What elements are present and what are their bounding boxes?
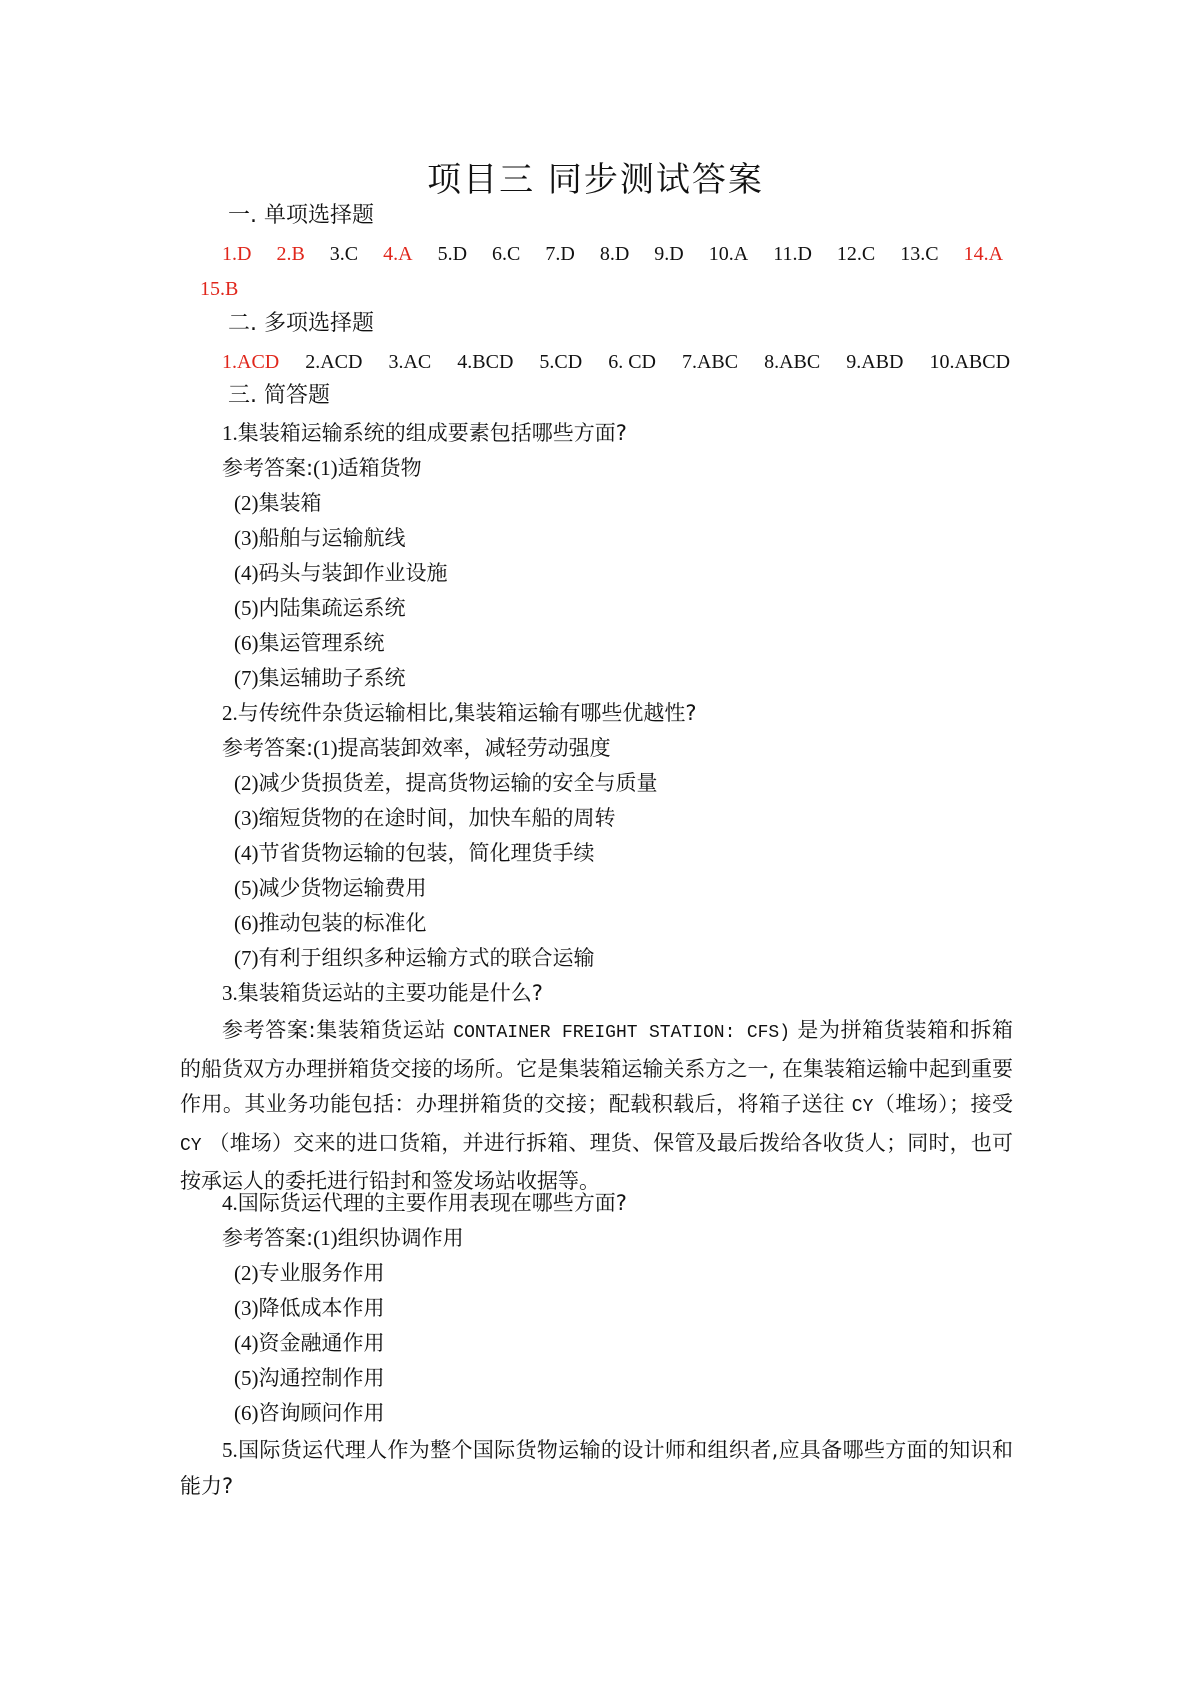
q1-item bbox=[234, 664, 406, 692]
question-4-number: 4. bbox=[222, 1191, 238, 1215]
q2-item-number: (4) bbox=[234, 841, 259, 865]
section3-heading: 三. 简答题 bbox=[228, 383, 330, 408]
q2-answer-line-1 bbox=[222, 734, 611, 762]
q1-item-text: 船舶与运输航线 bbox=[258, 526, 406, 550]
q4-item-number: (5) bbox=[234, 1366, 259, 1390]
section1-heading: 一. 单项选择题 bbox=[228, 203, 374, 228]
q1-item-number: (5) bbox=[234, 596, 259, 620]
q1-item bbox=[234, 629, 385, 657]
page-title: 项目三 同步测试答案 bbox=[427, 160, 764, 200]
q4-item bbox=[234, 1294, 385, 1322]
answer-item: 6. CD bbox=[608, 351, 656, 373]
answer-item: 1.ACD bbox=[222, 351, 280, 373]
q1-answer-line-1 bbox=[222, 454, 422, 482]
q2-item-text: 减少货损货差，提高货物运输的安全与质量 bbox=[258, 771, 658, 795]
q2-item-number: (7) bbox=[234, 946, 259, 970]
answer-item: 2.B bbox=[276, 243, 305, 265]
q1-item bbox=[234, 559, 448, 587]
question-5 bbox=[180, 1433, 1013, 1504]
q1-item-number: (7) bbox=[234, 666, 259, 690]
answer-item: 15.B bbox=[200, 278, 239, 300]
question-5-number: 5. bbox=[222, 1438, 238, 1462]
q2-item-text: 推动包装的标准化 bbox=[258, 911, 427, 935]
q1-item bbox=[234, 594, 406, 622]
answer-item: 2.ACD bbox=[305, 351, 363, 373]
q2-item-number: (2) bbox=[234, 771, 259, 795]
section1-answers-row1 bbox=[222, 239, 1003, 268]
section2-answers bbox=[222, 347, 1010, 376]
question-3-number: 3. bbox=[222, 981, 238, 1005]
answer-item: 1.D bbox=[222, 243, 252, 265]
answer-item: 14.A bbox=[963, 243, 1004, 265]
answer-item: 3.AC bbox=[388, 351, 432, 373]
answer-item: 9.ABD bbox=[846, 351, 904, 373]
q1-item-number: (1) bbox=[313, 456, 338, 480]
answer-item: 5.CD bbox=[539, 351, 583, 373]
answer-item: 4.BCD bbox=[457, 351, 514, 373]
q4-item-text: 资金融通作用 bbox=[258, 1331, 385, 1355]
answer-item: 10.ABCD bbox=[929, 351, 1011, 373]
q4-item-number: (6) bbox=[234, 1401, 259, 1425]
q2-item bbox=[234, 909, 427, 937]
q3-answer-body-1: 是为拼箱货装箱和拆箱的船货双方办理拼箱货交接的场所。它是集装箱运输关系方之一, 在集装箱运输中起到重要作用。其业务功能包括：办理拼箱货的交接；配载积载后，将箱子送往 bbox=[180, 1018, 1014, 1116]
q2-answer-prefix: 参考答案: bbox=[222, 736, 314, 760]
q2-item-text: 节省货物运输的包装，简化理货手续 bbox=[258, 841, 595, 865]
q1-item-text: 内陆集疏运系统 bbox=[258, 596, 406, 620]
question-3-text: 集装箱货运站的主要功能是什么? bbox=[237, 981, 543, 1005]
question-5-text: 国际货运代理人作为整个国际货物运输的设计师和组织者,应具备哪些方面的知识和能力? bbox=[180, 1438, 1013, 1498]
q2-item-number: (3) bbox=[234, 806, 259, 830]
answer-item: 10.A bbox=[708, 243, 749, 265]
q3-answer-lead: 参考答案:集装箱货运站 bbox=[222, 1018, 446, 1042]
q3-answer-body-2: （堆场）；接受 bbox=[873, 1092, 1013, 1116]
q1-item-text: 集运管理系统 bbox=[258, 631, 385, 655]
q1-item-number: (4) bbox=[234, 561, 259, 585]
q1-item-number: (3) bbox=[234, 526, 259, 550]
question-2 bbox=[222, 699, 697, 727]
q2-item bbox=[234, 769, 658, 797]
answer-item: 9.D bbox=[654, 243, 684, 265]
q2-item bbox=[234, 804, 616, 832]
q4-item-text: 沟通控制作用 bbox=[258, 1366, 385, 1390]
q1-item bbox=[234, 524, 406, 552]
q1-item-text: 集运辅助子系统 bbox=[258, 666, 406, 690]
q2-item-number: (5) bbox=[234, 876, 259, 900]
question-1-number: 1. bbox=[222, 421, 238, 445]
question-3 bbox=[222, 979, 543, 1007]
q1-item-number: (2) bbox=[234, 491, 259, 515]
section1-answers-row2 bbox=[200, 274, 238, 303]
q3-cy-1: CY bbox=[851, 1097, 874, 1117]
q4-item bbox=[234, 1259, 385, 1287]
question-1 bbox=[222, 419, 627, 447]
q1-item-number: (6) bbox=[234, 631, 259, 655]
q4-item-number: (4) bbox=[234, 1331, 259, 1355]
answer-item: 5.D bbox=[437, 243, 468, 265]
q2-item bbox=[234, 839, 595, 867]
answer-item: 13.C bbox=[900, 243, 939, 265]
question-2-text: 与传统件杂货运输相比,集装箱运输有哪些优越性? bbox=[237, 701, 697, 725]
answer-item: 6.C bbox=[492, 243, 521, 265]
q1-item-text: 集装箱 bbox=[258, 491, 322, 515]
answer-item: 3.C bbox=[329, 243, 359, 265]
q2-item-number: (6) bbox=[234, 911, 259, 935]
answer-item: 12.C bbox=[836, 243, 876, 265]
answer-item: 7.D bbox=[545, 243, 575, 265]
q4-answer-prefix: 参考答案: bbox=[222, 1226, 314, 1250]
q1-answer-prefix: 参考答案: bbox=[222, 456, 314, 480]
q3-answer-body-3: （堆场）交来的进口货箱，并进行拆箱、理货、保管及最后拨给各收货人；同时，也可按承运人的委托进行铅封和签发场站收据等。 bbox=[180, 1130, 1013, 1193]
q3-cy-2: CY bbox=[180, 1135, 202, 1156]
answer-item: 8.D bbox=[599, 243, 630, 265]
q3-answer-paragraph bbox=[180, 1013, 1013, 1200]
answer-item: 7.ABC bbox=[681, 351, 739, 373]
q2-item-text: 提高装卸效率，减轻劳动强度 bbox=[337, 736, 611, 760]
q4-item-text: 专业服务作用 bbox=[258, 1261, 385, 1285]
q4-answer-line-1 bbox=[222, 1224, 464, 1252]
q4-item-text: 降低成本作用 bbox=[258, 1296, 385, 1320]
answer-item: 4.A bbox=[383, 243, 413, 265]
q4-item-number: (3) bbox=[234, 1296, 259, 1320]
question-1-text: 集装箱运输系统的组成要素包括哪些方面? bbox=[237, 421, 627, 445]
q2-item bbox=[234, 874, 427, 902]
q2-item-number: (1) bbox=[313, 736, 338, 760]
section2-heading: 二. 多项选择题 bbox=[228, 311, 374, 336]
q2-item bbox=[234, 944, 595, 972]
q1-item-text: 适箱货物 bbox=[337, 456, 422, 480]
q3-answer-code: CONTAINER FREIGHT STATION: CFS) bbox=[453, 1023, 791, 1043]
q4-item bbox=[234, 1399, 385, 1427]
question-4 bbox=[222, 1189, 627, 1217]
q2-item-text: 有利于组织多种运输方式的联合运输 bbox=[258, 946, 595, 970]
q4-item-number: (2) bbox=[234, 1261, 259, 1285]
q4-item bbox=[234, 1364, 385, 1392]
q1-item-text: 码头与装卸作业设施 bbox=[258, 561, 448, 585]
q2-item-text: 缩短货物的在途时间，加快车船的周转 bbox=[258, 806, 616, 830]
q2-item-text: 减少货物运输费用 bbox=[258, 876, 427, 900]
q4-item-number: (1) bbox=[313, 1226, 338, 1250]
question-2-number: 2. bbox=[222, 701, 238, 725]
q1-item bbox=[234, 489, 322, 517]
answer-item: 8.ABC bbox=[764, 351, 821, 373]
q4-item-text: 组织协调作用 bbox=[337, 1226, 464, 1250]
q4-item-text: 咨询顾问作用 bbox=[258, 1401, 385, 1425]
answer-item: 11.D bbox=[773, 243, 812, 265]
question-4-text: 国际货运代理的主要作用表现在哪些方面? bbox=[237, 1191, 627, 1215]
q4-item bbox=[234, 1329, 385, 1357]
